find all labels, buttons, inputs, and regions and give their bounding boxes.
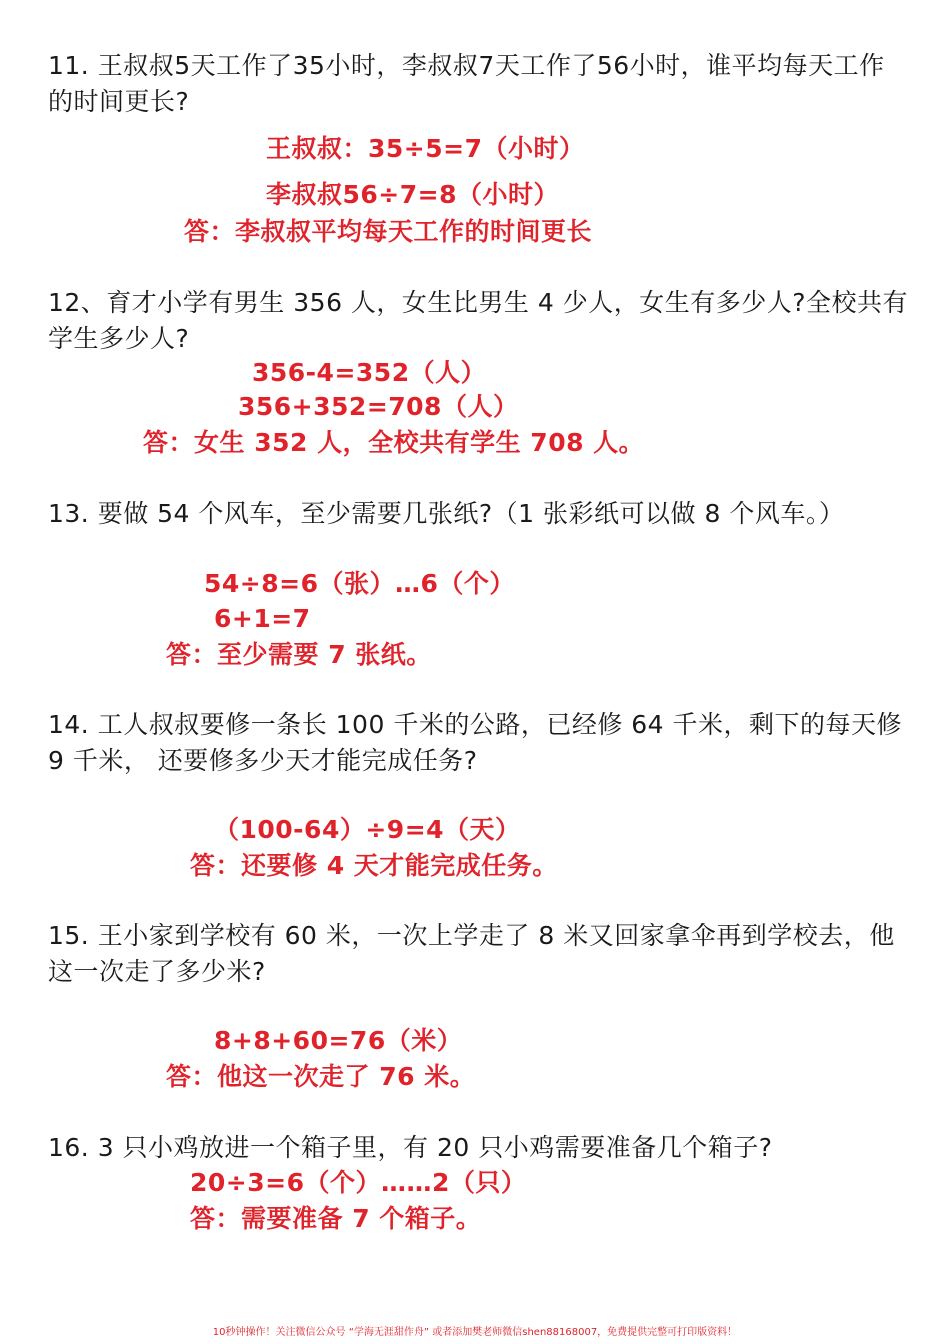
answer-14-conclusion: 答：还要修 4 天才能完成任务。 — [190, 851, 558, 880]
question-14: 14. 工人叔叔要修一条长 100 千米的公路，已经修 64 千米，剩下的每天修 9 千米， 还要修多少天才能完成任务? — [48, 710, 903, 775]
answer-13-conclusion: 答：至少需要 7 张纸。 — [166, 640, 432, 669]
answer-13-line-1: 54÷8=6（张）…6（个） — [204, 569, 515, 598]
question-11: 11. 王叔叔5天工作了35小时，李叔叔7天工作了56小时，谁平均每天工作的时间更长? — [48, 51, 885, 116]
question-16: 16. 3 只小鸡放进一个箱子里，有 20 只小鸡需要准备几个箱子? — [48, 1133, 773, 1162]
question-15: 15. 王小家到学校有 60 米，一次上学走了 8 米又回家拿伞再到学校去，他这一次走了多少米? — [48, 921, 895, 986]
footer-notice: 10秒钟操作！关注微信公众号 “学海无涯甜作舟” 或者添加樊老师微信shen88168007，免费提供完整可打印版资料！ — [212, 1327, 738, 1338]
answer-12-line-2: 356+352=708（人） — [238, 392, 519, 421]
answer-11-conclusion: 答：李叔叔平均每天工作的时间更长 — [184, 217, 593, 246]
answer-16-conclusion: 答：需要准备 7 个箱子。 — [190, 1204, 482, 1233]
answer-12-conclusion: 答：女生 352 人，全校共有学生 708 人。 — [143, 428, 645, 457]
answer-15-line-1: 8+8+60=76（米） — [214, 1026, 463, 1055]
answer-15-conclusion: 答：他这一次走了 76 米。 — [166, 1062, 476, 1091]
question-13: 13. 要做 54 个风车，至少需要几张纸?（1 张彩纸可以做 8 个风车。） — [48, 499, 845, 528]
answer-14-line-1: （100-64）÷9=4（天） — [214, 815, 521, 844]
answer-13-line-2: 6+1=7 — [214, 604, 311, 633]
question-12: 12、育才小学有男生 356 人，女生比男生 4 少人，女生有多少人?全校共有学生多少人? — [48, 288, 908, 353]
answer-12-line-1: 356-4=352（人） — [252, 358, 487, 387]
answer-11-line-1: 王叔叔：35÷5=7（小时） — [266, 134, 585, 163]
answer-11-line-2: 李叔叔56÷7=8（小时） — [266, 180, 559, 209]
answer-16-line-1: 20÷3=6（个）……2（只） — [190, 1168, 527, 1197]
